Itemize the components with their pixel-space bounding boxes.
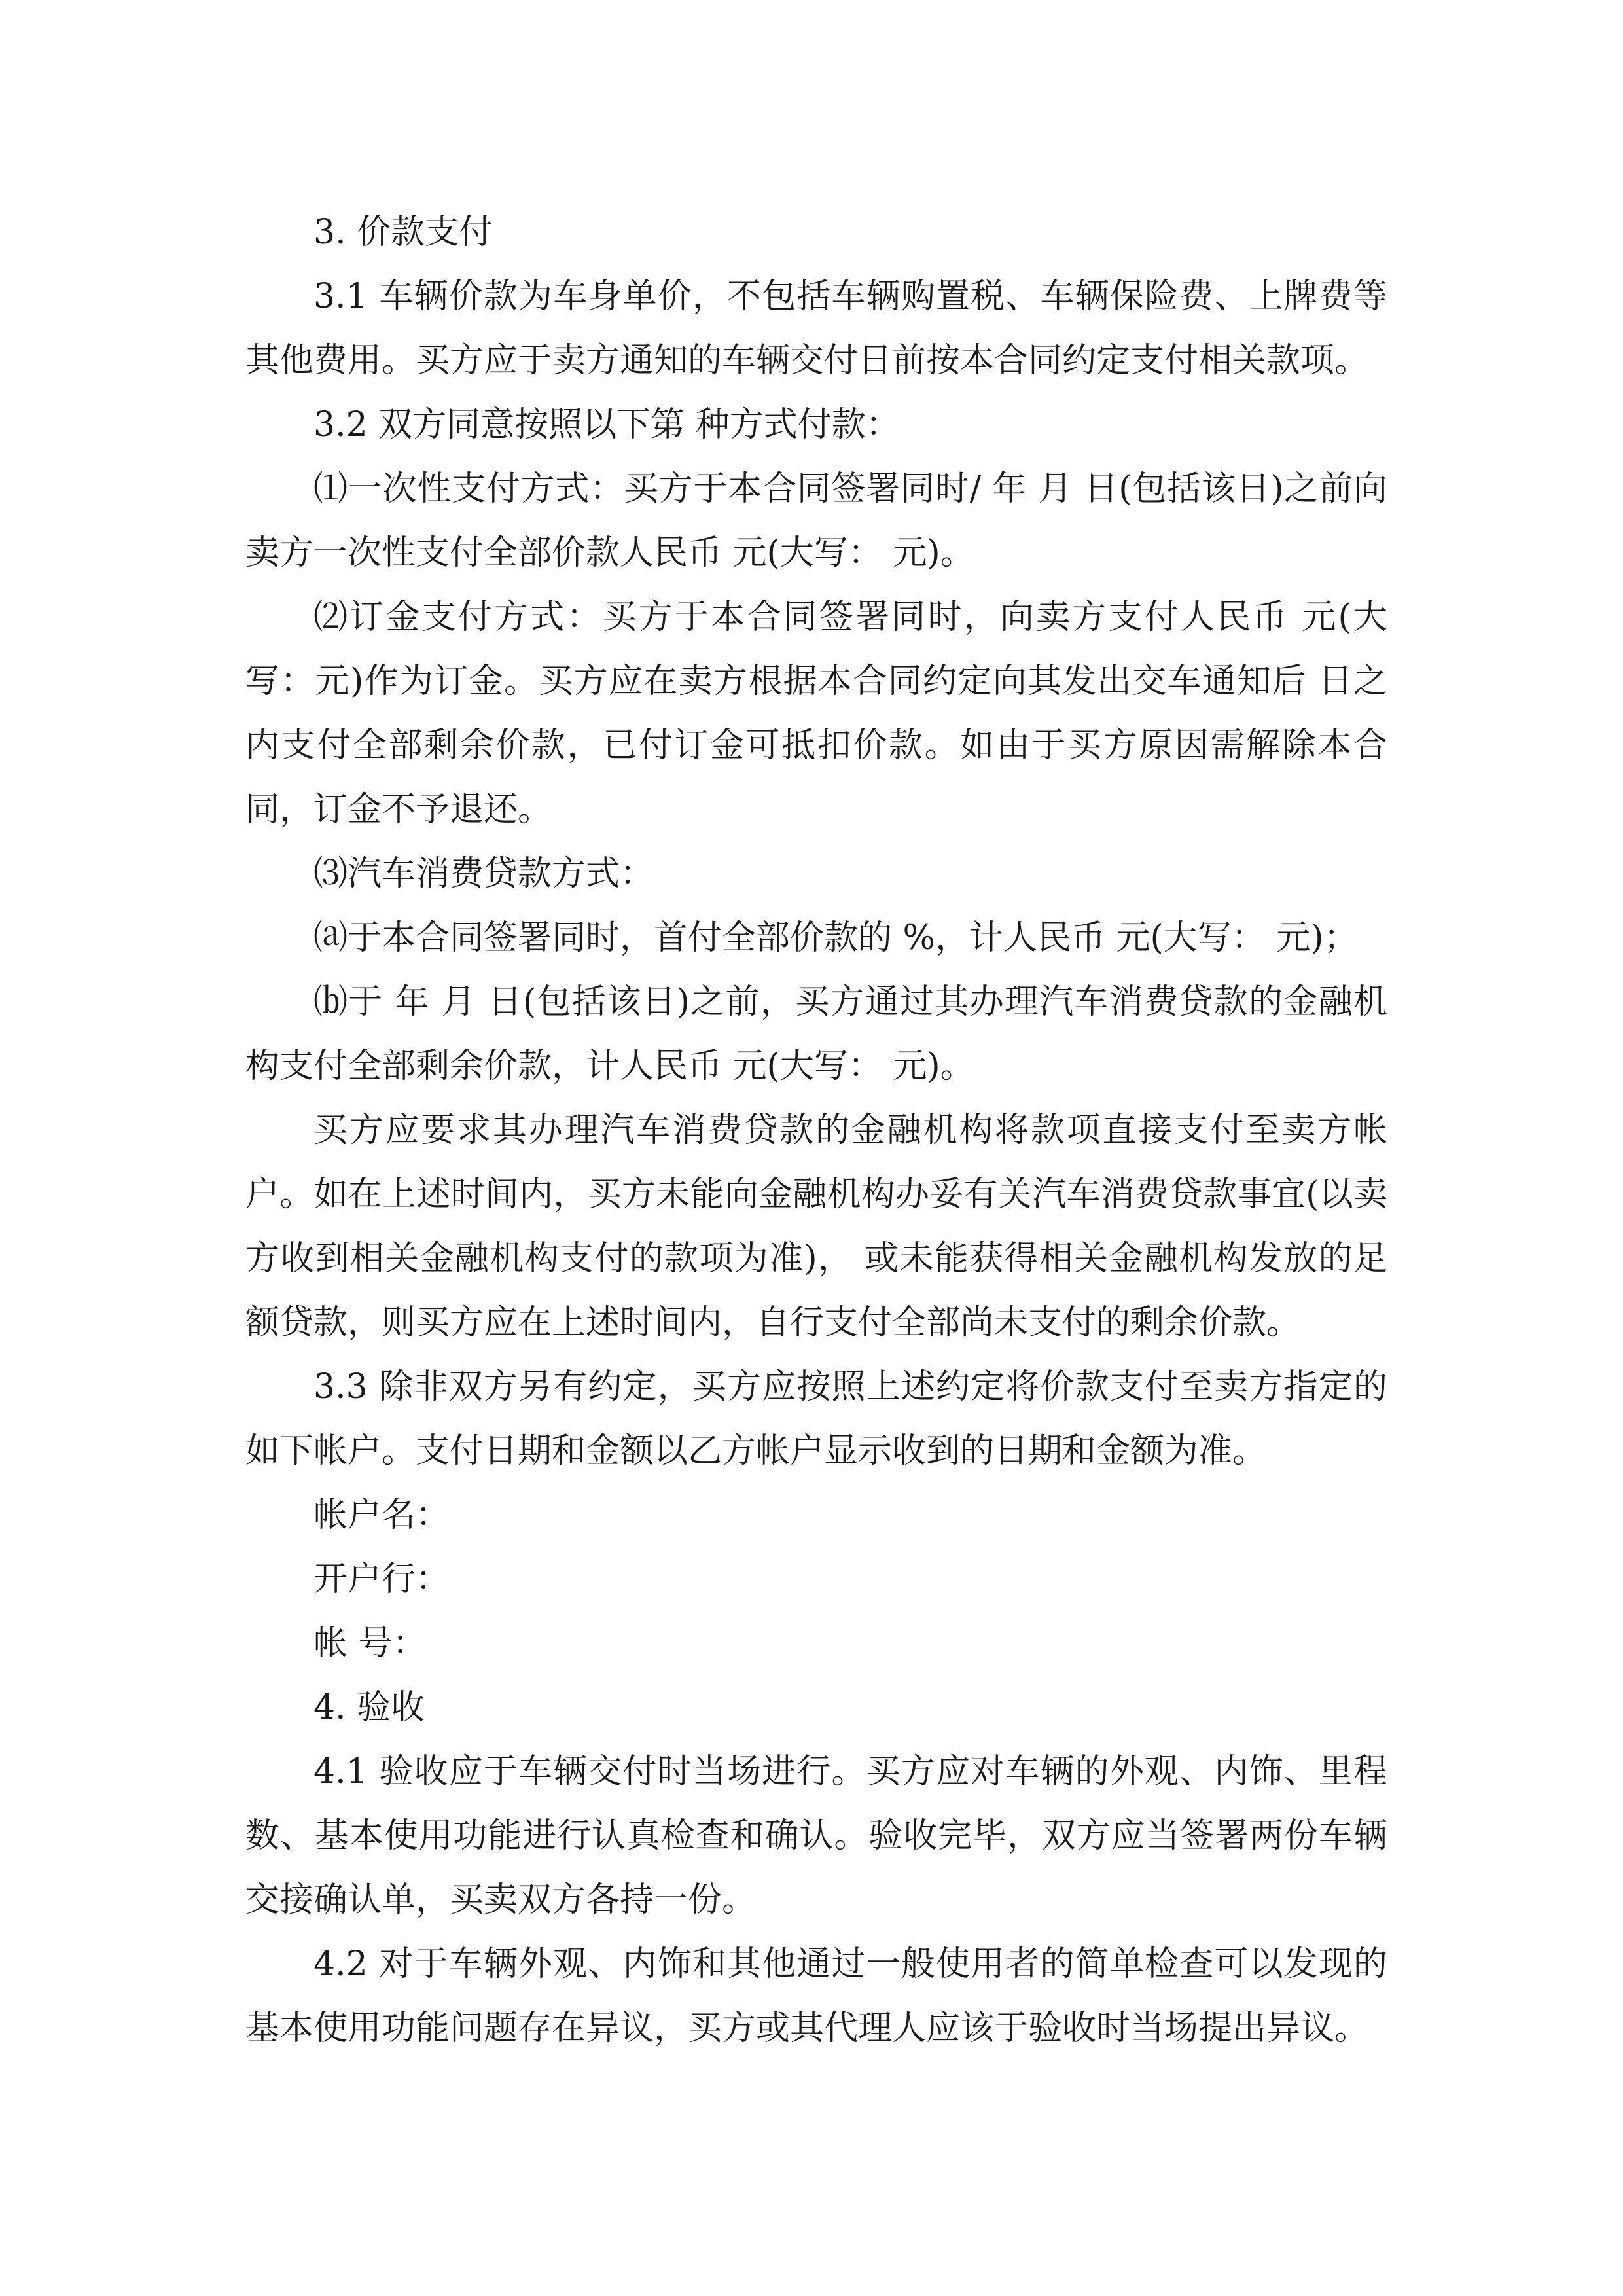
paragraph: 3.1 车辆价款为车身单价，不包括车辆购置税、车辆保险费、上牌费等其他费用。买方应于卖方通知的车辆交付日前按本合同约定支付相关款项。	[245, 277, 1387, 380]
account-name-field: 帐户名：	[313, 1496, 450, 1535]
paragraph: ⒝于 年 月 日(包括该日)之前，买方通过其办理汽车消费贷款的金融机构支付全部剩余价款，计人民币 元(大写： 元)。	[245, 982, 1387, 1086]
paragraph: 4.1 验收应于车辆交付时当场进行。买方应对车辆的外观、内饰、里程数、基本使用功能进行认真检查和确认。验收完毕，双方应当签署两份车辆交接确认单，买卖双方各持一份。	[245, 1752, 1387, 1920]
paragraph: 4.2 对于车辆外观、内饰和其他通过一般使用者的简单检查可以发现的基本使用功能问题存在异议，买方或其代理人应该于验收时当场提出异议。	[245, 1945, 1387, 2048]
paragraph: 3.3 除非双方另有约定，买方应按照上述约定将价款支付至卖方指定的如下帐户。支付日期和金额以乙方帐户显示收到的日期和金额为准。	[245, 1367, 1387, 1471]
paragraph: ⑴一次性支付方式：买方于本合同签署同时/ 年 月 日(包括该日)之前向卖方一次性支付全部价款人民币 元(大写： 元)。	[245, 469, 1387, 573]
section-heading: 3. 价款支付	[313, 213, 493, 252]
paragraph: 3.2 双方同意按照以下第 种方式付款：	[313, 405, 900, 444]
paragraph: ⑵订金支付方式：买方于本合同签署同时，向卖方支付人民币 元(大写：元)作为订金。买方应在卖方根据本合同约定向其发出交车通知后 日之内支付全部剩余价款，已付订金可抵扣价款。如由于买方原因需解除本合同，订金不予退还。	[245, 598, 1387, 829]
paragraph: ⒜于本合同签署同时，首付全部价款的 %，计人民币 元(大写： 元)；	[313, 918, 1358, 958]
bank-field: 开户行：	[313, 1560, 450, 1599]
document-body	[245, 200, 1387, 2060]
account-number-field: 帐 号：	[313, 1624, 427, 1663]
section-heading: 4. 验收	[313, 1688, 425, 1727]
paragraph: 买方应要求其办理汽车消费贷款的金融机构将款项直接支付至卖方帐户。如在上述时间内，买方未能向金融机构办妥有关汽车消费贷款事宜(以卖方收到相关金融机构支付的款项为准)， 或未能获得相关金融机构发放的足额贷款，则买方应在上述时间内，自行支付全部尚未支付的剩余价款。	[245, 1111, 1387, 1342]
paragraph: ⑶汽车消费贷款方式：	[313, 854, 654, 893]
